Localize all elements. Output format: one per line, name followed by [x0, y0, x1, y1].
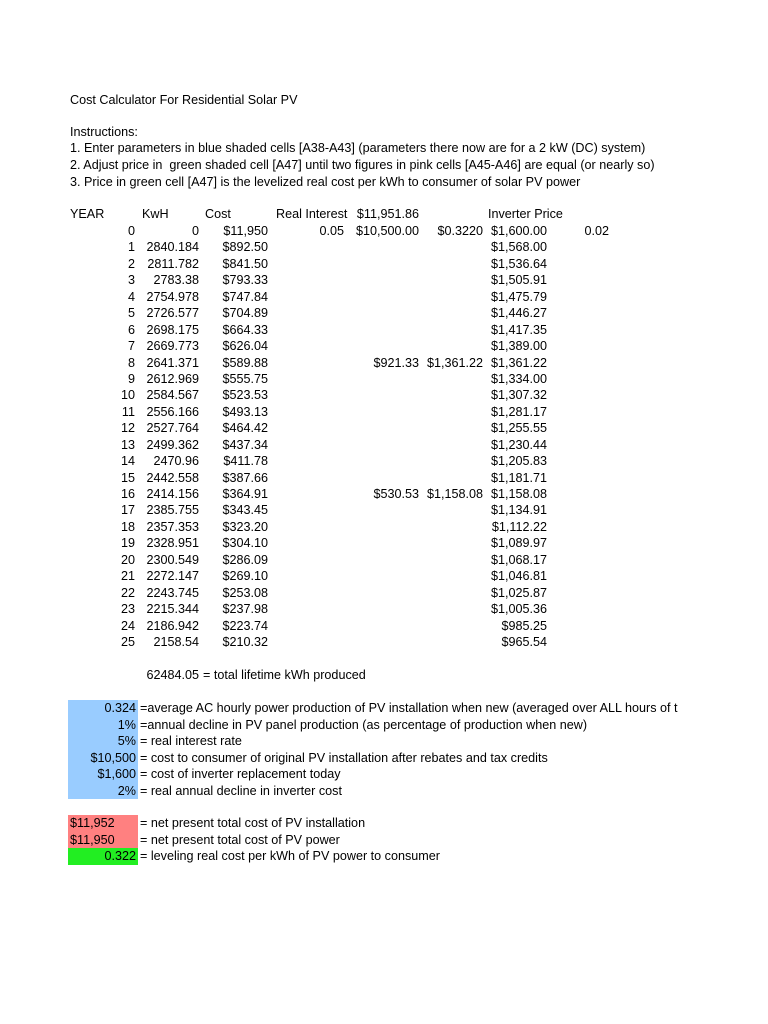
result-label: = net present total cost of PV power: [140, 832, 340, 847]
table-row: [0, 535, 768, 551]
levelized-price-label: = leveling real cost per kWh of PV power to consumer: [140, 849, 440, 863]
table-row: [0, 305, 768, 321]
cell-year: 11: [121, 404, 135, 419]
header-inverter-price: Inverter Price: [488, 207, 563, 221]
cell-kwh: 2641.371: [146, 355, 199, 370]
cell-cost: $589.88: [222, 355, 268, 370]
result-label: = net present total cost of PV installation: [140, 816, 366, 830]
parameter-row: [68, 766, 708, 783]
cell-inverter-price: $1,025.87: [490, 585, 547, 600]
table-row: [0, 355, 768, 371]
parameter-block: [68, 700, 708, 799]
cell-cost: $343.45: [222, 503, 268, 518]
cell-year: 9: [127, 371, 135, 386]
parameter-label: =average AC hourly power production of PV installation when new (averaged over ALL hours of t: [140, 701, 678, 715]
cell-inverter-price: $1,281.17: [490, 404, 547, 419]
parameter-value: 2%: [68, 783, 138, 800]
cell-cost: $223.74: [222, 618, 268, 633]
cell-cost: $286.09: [222, 552, 268, 567]
parameter-label: = real annual decline in inverter cost: [140, 783, 342, 798]
page-title: Cost Calculator For Residential Solar PV: [70, 93, 298, 107]
result-row: [68, 832, 708, 849]
cell-inverter-price: $1,089.97: [490, 536, 547, 551]
table-row: [0, 371, 768, 387]
cell-kwh: 2584.567: [146, 388, 199, 403]
result-block: [68, 815, 708, 865]
cell-cost: $304.10: [222, 536, 268, 551]
parameter-label: = cost to consumer of original PV installation after rebates and tax credits: [140, 750, 548, 765]
table-row: [0, 223, 768, 239]
table-row: [0, 387, 768, 403]
table-row: [0, 420, 768, 436]
cell-year: 14: [120, 454, 135, 469]
cell-kwh: 2442.558: [146, 470, 199, 485]
cell-cost: $210.32: [222, 634, 268, 649]
cell-inverter-price: $1,334.00: [490, 371, 547, 386]
cell-cost: $892.50: [222, 240, 268, 255]
cell-kwh: 2243.745: [146, 585, 199, 600]
header-real-interest: Real Interest: [276, 207, 348, 221]
cell-year: 15: [120, 470, 135, 485]
cell-inverter-price: $1,475.79: [490, 289, 547, 304]
cell-year: 3: [127, 273, 135, 288]
cell-cost: $523.53: [222, 388, 268, 403]
parameter-row: [68, 750, 708, 767]
cell-year: 10: [120, 388, 135, 403]
table-row: [0, 585, 768, 601]
cell-inverter-price: $1,112.22: [491, 519, 547, 534]
cell-year: 6: [127, 322, 135, 337]
cell-cost: $253.08: [222, 585, 268, 600]
cell-kwh: 2726.577: [146, 306, 199, 321]
cell-kwh: 2783.38: [153, 273, 199, 288]
cell-year: 20: [120, 552, 135, 567]
cell-year: 25: [120, 634, 135, 649]
parameter-row: [68, 733, 708, 750]
instruction-line: 2. Adjust price in green shaded cell [A47] until two figures in pink cells [A45-A46] are equal (or nearly so): [70, 158, 655, 172]
cell-year: 4: [127, 289, 135, 304]
cell-year: 1: [127, 240, 135, 255]
table-header: [0, 206, 768, 222]
levelized-price-row: [68, 848, 708, 865]
cell-col-f: $0.3220: [437, 224, 483, 238]
cell-inverter-price: $1,389.00: [490, 339, 547, 354]
cell-col-f: $1,158.08: [426, 487, 483, 501]
parameter-value: 5%: [68, 733, 138, 750]
cell-year: 0: [127, 224, 135, 238]
table-row: [0, 437, 768, 453]
table-row: [0, 338, 768, 354]
cell-inverter-price: $965.54: [501, 634, 547, 649]
cell-inverter-price: $1,255.55: [490, 421, 547, 436]
cell-cost: $411.78: [223, 454, 268, 469]
cell-cost: $747.84: [222, 289, 268, 304]
cell-col-h: 0.02: [584, 224, 609, 238]
instruction-line: 1. Enter parameters in blue shaded cells [A38-A43] (parameters there now are for a 2 kW (DC) system): [70, 141, 646, 155]
cell-kwh: 2385.755: [146, 503, 199, 518]
cell-kwh: 0: [191, 224, 199, 238]
result-value: $11,950: [68, 832, 138, 849]
cell-inverter-price: $1,536.64: [490, 256, 547, 271]
table-row: [0, 272, 768, 288]
parameter-row: [68, 783, 708, 800]
cell-kwh: 2527.764: [146, 421, 199, 436]
table-row: [0, 404, 768, 420]
cell-inverter-price: $1,568.00: [490, 240, 547, 255]
cell-inverter-price: $1,046.81: [490, 569, 547, 584]
cell-inverter-price: $1,230.44: [490, 437, 547, 452]
cell-cost: $626.04: [222, 339, 268, 354]
cell-col-e: $10,500.00: [355, 224, 419, 238]
cell-cost: $793.33: [222, 273, 268, 288]
cell-cost: $237.98: [222, 602, 268, 617]
cell-inverter-price: $1,134.91: [490, 503, 547, 518]
cell-year: 17: [120, 503, 135, 518]
cell-kwh: 2470.96: [153, 454, 199, 469]
header-cost: Cost: [205, 207, 231, 221]
cell-year: 2: [127, 256, 135, 271]
data-table: [0, 223, 768, 650]
cell-kwh: 2840.184: [146, 240, 199, 255]
cell-inverter-price: $1,505.91: [490, 273, 547, 288]
cell-inverter-price: $1,205.83: [490, 454, 547, 469]
cell-year: 5: [127, 306, 135, 321]
levelized-price-value: 0.322: [68, 848, 138, 865]
cell-inverter-price: $1,005.36: [490, 602, 547, 617]
cell-inverter-price: $1,068.17: [490, 552, 547, 567]
parameter-value: 1%: [68, 717, 138, 734]
table-row: [0, 322, 768, 338]
cell-cost: $464.42: [222, 421, 268, 436]
header-kwh: KwH: [142, 207, 169, 221]
header-npv-total: $11,951.86: [356, 207, 419, 221]
instructions-heading: Instructions:: [70, 125, 138, 139]
cell-inverter-price: $1,446.27: [490, 306, 547, 321]
cell-year: 12: [120, 421, 135, 436]
cell-inverter-price: $1,361.22: [490, 355, 547, 370]
cell-real-interest: 0.05: [319, 224, 344, 238]
cell-kwh: 2272.147: [146, 569, 199, 584]
cell-year: 22: [120, 585, 135, 600]
cell-year: 21: [120, 569, 135, 584]
cell-col-e: $530.53: [373, 487, 419, 501]
table-row: [0, 634, 768, 650]
parameter-row: [68, 717, 708, 734]
cell-kwh: 2186.942: [146, 618, 199, 633]
cell-year: 23: [120, 602, 135, 617]
cell-cost: $664.33: [222, 322, 268, 337]
cell-inverter-price: $1,181.71: [490, 470, 547, 485]
table-row: [0, 486, 768, 502]
cell-inverter-price: $1,158.08: [490, 487, 547, 501]
parameter-label: =annual decline in PV panel production (as percentage of production when new): [140, 717, 588, 732]
table-row: [0, 618, 768, 634]
parameter-value: 0.324: [68, 700, 138, 717]
cell-cost: $493.13: [222, 404, 268, 419]
cell-cost: $269.10: [222, 569, 268, 584]
table-row: [0, 256, 768, 272]
parameter-label: = cost of inverter replacement today: [140, 767, 341, 781]
cell-inverter-price: $1,417.35: [490, 322, 547, 337]
result-value: $11,952: [68, 815, 138, 832]
cell-cost: $364.91: [222, 487, 268, 501]
cell-year: 24: [120, 618, 135, 633]
total-kwh-value: 62484.05: [146, 668, 199, 682]
instruction-line: 3. Price in green cell [A47] is the levelized real cost per kWh to consumer of solar PV power: [70, 175, 581, 189]
cell-kwh: 2328.951: [146, 536, 199, 551]
cell-year: 8: [127, 355, 135, 370]
table-row: [0, 470, 768, 486]
table-row: [0, 601, 768, 617]
total-kwh-label: = total lifetime kWh produced: [203, 668, 366, 682]
cell-inverter-price: $985.25: [501, 618, 547, 633]
cell-cost: $387.66: [222, 470, 268, 485]
cell-kwh: 2158.54: [153, 634, 199, 649]
parameter-row: [68, 700, 708, 717]
cell-year: 19: [120, 536, 135, 551]
table-row: [0, 552, 768, 568]
cell-cost: $437.34: [222, 437, 268, 452]
table-row: [0, 502, 768, 518]
cell-inverter-price: $1,600.00: [490, 224, 547, 238]
table-row: [0, 519, 768, 535]
cell-col-f: $1,361.22: [426, 355, 483, 370]
table-row: [0, 568, 768, 584]
cell-cost: $323.20: [222, 519, 268, 534]
cell-kwh: 2556.166: [146, 404, 199, 419]
table-row: [0, 239, 768, 255]
cell-kwh: 2215.344: [146, 602, 199, 617]
cell-year: 16: [120, 487, 135, 501]
cell-kwh: 2357.353: [146, 519, 199, 534]
table-row: [0, 453, 768, 469]
cell-kwh: 2612.969: [146, 371, 199, 386]
cell-kwh: 2499.362: [146, 437, 199, 452]
cell-cost: $841.50: [222, 256, 268, 271]
cell-kwh: 2698.175: [146, 322, 199, 337]
cell-year: 7: [127, 339, 135, 354]
cell-cost: $555.75: [222, 371, 268, 386]
cell-year: 13: [120, 437, 135, 452]
cell-inverter-price: $1,307.32: [490, 388, 547, 403]
result-row: [68, 815, 708, 832]
cell-col-e: $921.33: [373, 355, 419, 370]
cell-cost: $704.89: [222, 306, 268, 321]
header-year: YEAR: [70, 207, 105, 221]
table-row: [0, 289, 768, 305]
cell-kwh: 2300.549: [146, 552, 199, 567]
cell-kwh: 2754.978: [146, 289, 199, 304]
parameter-value: $1,600: [68, 766, 138, 783]
cell-cost: $11,950: [223, 224, 268, 238]
cell-kwh: 2669.773: [146, 339, 199, 354]
cell-year: 18: [120, 519, 135, 534]
cell-kwh: 2811.782: [147, 256, 199, 271]
parameter-label: = real interest rate: [140, 734, 242, 748]
cell-kwh: 2414.156: [146, 487, 199, 501]
parameter-value: $10,500: [68, 750, 138, 767]
